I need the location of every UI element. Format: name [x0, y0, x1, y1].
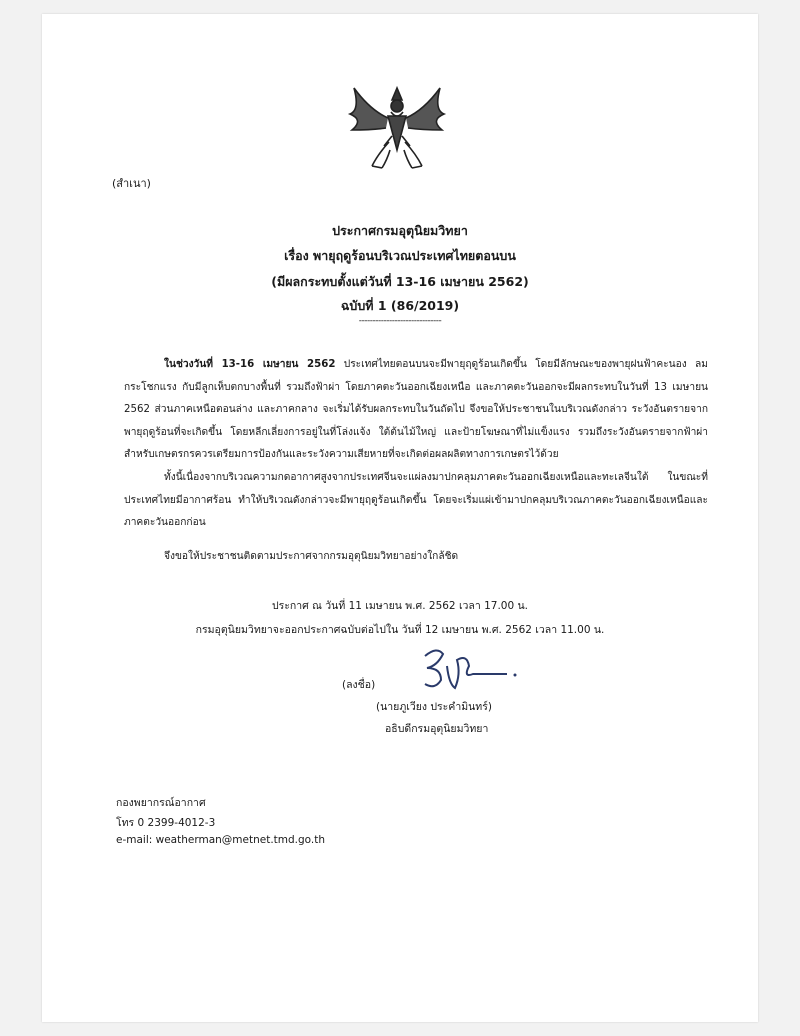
body-paragraph-1 [124, 354, 708, 467]
title-divider: ------------------------------ [358, 316, 442, 326]
issue-date-line: ประกาศ ณ วันที่ 11 เมษายน พ.ศ. 2562 เวลา 17.00 น. [271, 600, 529, 612]
signature-label: (ลงชื่อ) [342, 679, 376, 691]
signatory-title: อธิบดีกรมอุตุนิยมวิทยา [385, 723, 489, 735]
announcement-subject: เรื่อง พายุฤดูร้อนบริเวณประเทศไทยตอนบน [284, 248, 516, 263]
signatory-name: (นายภูเวียง ประคำมินทร์) [376, 701, 492, 713]
handwritten-signature [397, 644, 527, 698]
contact-phone: โทร 0 2399-4012-3 [116, 817, 216, 829]
contact-email: e-mail: weatherman@metnet.tmd.go.th [116, 834, 326, 846]
announcement-effective-dates: (มีผลกระทบตั้งแต่วันที่ 13-16 เมษายน 2562) [271, 274, 529, 289]
announcement-title: ประกาศกรมอุตุนิยมวิทยา [332, 223, 468, 238]
body-paragraph-3: จึงขอให้ประชาชนติดตามประกาศจากกรมอุตุนิยมวิทยาอย่างใกล้ชิด [164, 551, 459, 562]
announcement-issue-number: ฉบับที่ 1 (86/2019) [340, 298, 460, 313]
contact-organization: กองพยากรณ์อากาศ [116, 797, 206, 809]
body-paragraph-1-lead: ในช่วงวันที่ 13-16 เมษายน 2562 [164, 359, 336, 370]
document-page [42, 14, 758, 1022]
garuda-emblem-icon [342, 80, 452, 172]
next-issue-line: กรมอุตุนิยมวิทยาจะออกประกาศฉบับต่อไปใน วันที่ 12 เมษายน พ.ศ. 2562 เวลา 11.00 น. [195, 624, 605, 636]
body-paragraph-2: ทั้งนี้เนื่องจากบริเวณความกดอากาศสูงจากประเทศจีนจะแผ่ลงมาปกคลุมภาคตะวันออกเฉียงเหนือและทะเลจีนใต้ ในขณะที่ประเทศไทยมีอากาศร้อน ทำให้บริเวณดังกล่าวจะมีพายุฤดูร้อนเกิดขึ้น โดยจะเริ่มแผ่เข้ามาปกคลุมบริเวณภาคตะวันออกเฉียงเหนือและภาคตะวันออกก่อน [124, 472, 708, 528]
body-paragraph-1-text: ประเทศไทยตอนบนจะมีพายุฤดูร้อนเกิดขึ้น โดยมีลักษณะของพายุฝนฟ้าคะนอง ลมกระโชกแรง กับมีลูกเห็บตกบางพื้นที่ รวมถึงฟ้าผ่า โดยภาคตะวันออกเฉียงเหนือ และภาคตะวันออกจะมีผลกระทบในวันที่ 13 เมษายน 2562 ส่วนภาคเหนือตอนล่าง และภาคกลาง จะเริ่มได้รับผลกระทบในวันถัดไป จึงขอให้ประชาชนในบริเวณดังกล่าว ระวังอันตรายจากพายุฤดูร้อนที่จะเกิดขึ้น โดยหลีกเลี่ยงการอยู่ในที่โล่งแจ้ง ใต้ต้นไม้ใหญ่ และป้ายโฆษณาที่ไม่แข็งแรง รวมถึงระวังอันตรายจากฟ้าผ่า สำหรับเกษตรกรควรเตรียมการป้องกันและระวังความเสียหายที่จะเกิดต่อผลผลิตทางการเกษตรไว้ด้วย [124, 359, 708, 460]
copy-mark: (สำเนา) [112, 177, 151, 190]
